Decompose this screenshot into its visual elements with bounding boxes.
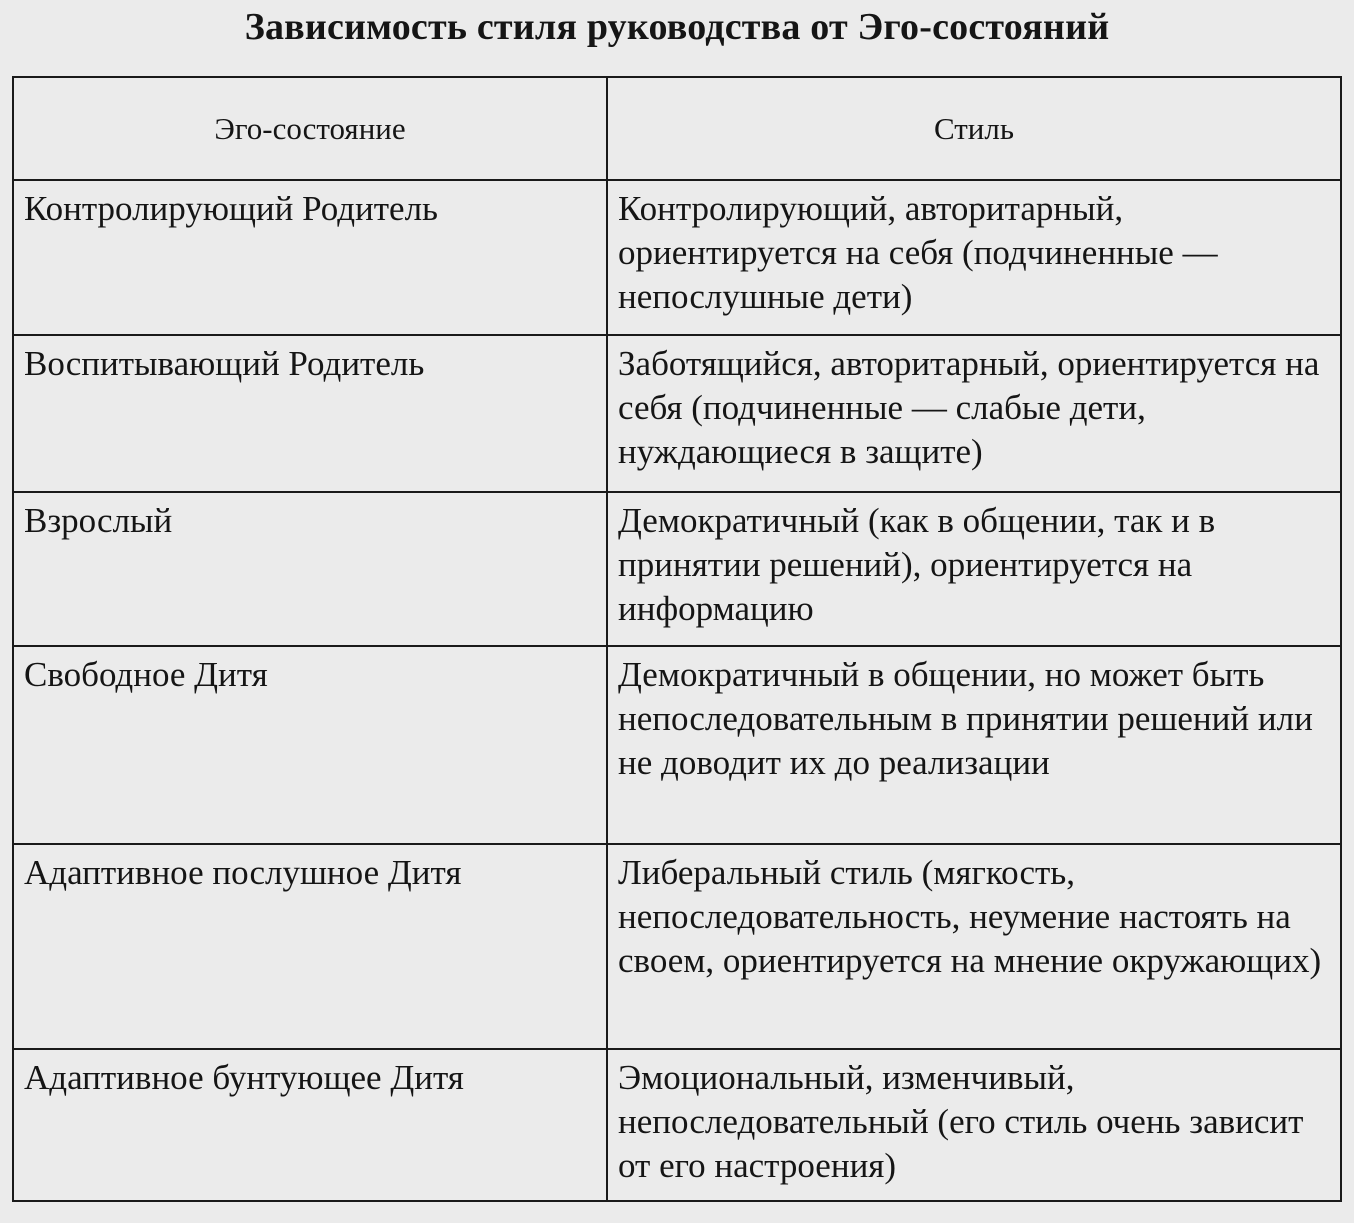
ego-state-style-table	[12, 76, 1342, 1202]
table-row	[13, 1049, 1341, 1201]
document-title: Зависимость стиля руководства от Эго-состояний	[244, 6, 1110, 48]
style-cell: Демократичный (как в общении, так и в принятии решений), ориентируется на информацию	[607, 492, 1341, 646]
ego-state-cell: Свободное Дитя	[13, 646, 607, 844]
table-header-row	[13, 77, 1341, 180]
table-row	[13, 646, 1341, 844]
style-cell: Эмоциональный, изменчивый, непоследовательный (его стиль очень зависит от его настроения)	[607, 1049, 1341, 1201]
table-row	[13, 335, 1341, 492]
ego-state-cell: Адаптивное послушное Дитя	[13, 844, 607, 1049]
ego-state-cell: Адаптивное бунтующее Дитя	[13, 1049, 607, 1201]
style-cell: Демократичный в общении, но может быть непоследовательным в принятии решений или не доводит их до реализации	[607, 646, 1341, 844]
ego-state-cell: Взрослый	[13, 492, 607, 646]
style-cell: Заботящийся, авторитарный, ориентируется на себя (подчиненные — слабые дети, нуждающиеся в защите)	[607, 335, 1341, 492]
table-row	[13, 180, 1341, 335]
style-cell: Контролирующий, авторитарный, ориентируется на себя (подчиненные — непослушные дети)	[607, 180, 1341, 335]
ego-state-cell: Контролирующий Родитель	[13, 180, 607, 335]
table-row	[13, 844, 1341, 1049]
table-row	[13, 492, 1341, 646]
column-header-ego-state: Эго-состояние	[13, 77, 607, 180]
column-header-style: Стиль	[607, 77, 1341, 180]
style-cell: Либеральный стиль (мягкость, непоследовательность, неумение настоять на своем, ориентируется на мнение окружающих)	[607, 844, 1341, 1049]
ego-state-cell: Воспитывающий Родитель	[13, 335, 607, 492]
